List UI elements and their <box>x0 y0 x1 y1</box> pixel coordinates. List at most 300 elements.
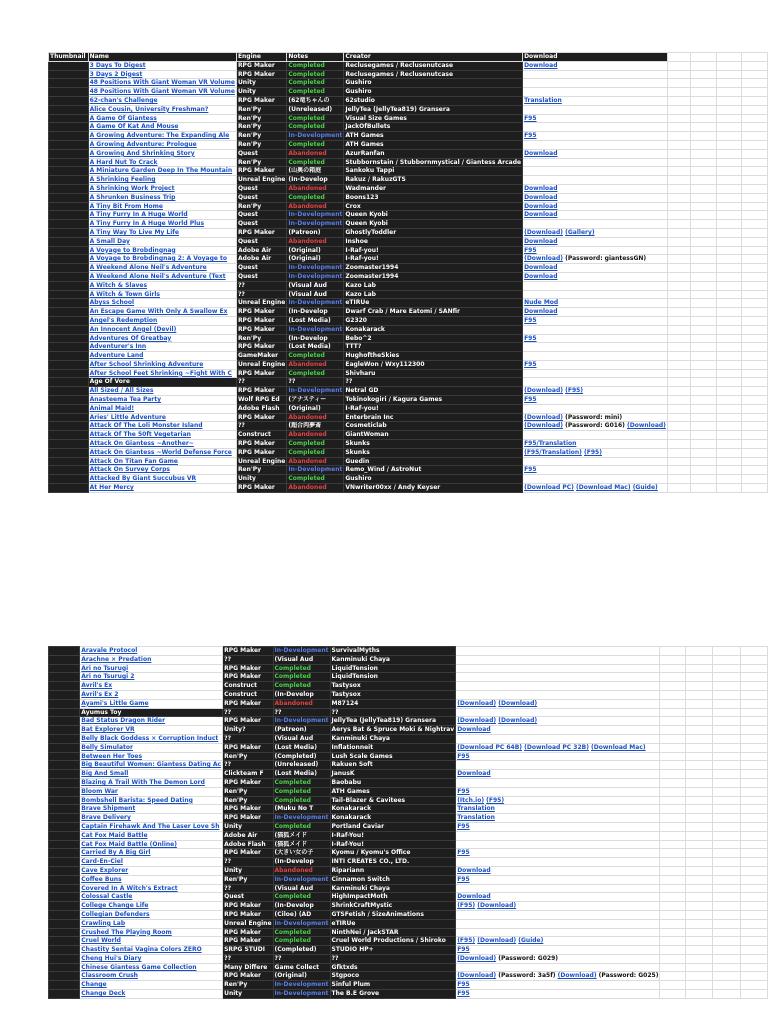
download-cell[interactable] <box>456 954 660 963</box>
download-link[interactable]: F95 <box>457 981 470 989</box>
game-name-link[interactable]: A Growing Adventure: The Expanding Ale <box>88 132 236 141</box>
engine-cell: RPG Maker <box>223 743 273 752</box>
thumbnail-cell <box>49 893 80 902</box>
empty-cell <box>713 946 740 955</box>
game-name-link[interactable]: Ari no Tsurugi <box>80 664 223 673</box>
engine-cell: Unity <box>223 866 273 875</box>
table-row <box>49 840 768 849</box>
download-cell[interactable] <box>523 387 668 396</box>
download-link[interactable]: (F95/Translation) <box>524 448 582 456</box>
download-link[interactable]: Nude Mod <box>524 299 559 307</box>
game-name-link[interactable]: Adventures Of Greatbay <box>88 334 236 343</box>
game-name-link[interactable]: Bad Status Dragon Rider <box>80 717 223 726</box>
empty-cell <box>742 299 768 308</box>
empty-cell <box>660 954 685 963</box>
download-cell[interactable] <box>523 114 668 123</box>
status-note: (Original) <box>287 404 344 413</box>
download-link[interactable]: F95 <box>457 875 470 883</box>
download-link[interactable]: F95 <box>457 752 470 760</box>
download-link[interactable]: F95 <box>524 246 537 254</box>
empty-cell <box>691 61 717 70</box>
game-name-link[interactable]: College Change Life <box>80 902 223 911</box>
download-link[interactable]: (Download) <box>626 422 666 430</box>
download-link[interactable]: Download <box>524 202 558 210</box>
download-cell[interactable] <box>456 981 660 990</box>
game-name-link[interactable]: Cat Fox Maid Battle <box>80 831 223 840</box>
table-row <box>49 422 768 431</box>
download-link[interactable]: (Itch.io) <box>457 796 485 804</box>
game-name-link[interactable]: Bloom War <box>80 787 223 796</box>
creator-cell: Tastysox <box>330 690 456 699</box>
creator-cell: Tokinokogiri / Kagura Games <box>344 396 523 405</box>
game-name-link[interactable]: Attack On Survey Corps <box>88 466 236 475</box>
table-row <box>49 413 768 422</box>
download-link[interactable]: F95 <box>524 316 537 324</box>
game-name-link[interactable]: Card-En-Ciel <box>80 858 223 867</box>
game-name-link[interactable]: Covered In A Witch's Extract <box>80 884 223 893</box>
empty-cell <box>742 228 768 237</box>
download-link[interactable]: (Download) <box>457 954 497 962</box>
game-name-link[interactable]: Bat Explorer VR <box>80 726 223 735</box>
game-name-link[interactable]: At Her Mercy <box>88 484 236 493</box>
download-cell[interactable] <box>456 990 660 999</box>
game-name-link[interactable]: Chinese Giantess Game Collection <box>80 963 223 972</box>
download-cell[interactable] <box>523 316 668 325</box>
download-link[interactable]: (Gallery) <box>565 228 595 236</box>
download-link[interactable]: (Download) <box>524 387 564 395</box>
download-link[interactable]: (Download PC) <box>524 484 574 492</box>
download-cell <box>456 664 660 673</box>
download-link[interactable]: (Guide) <box>632 484 658 492</box>
download-link[interactable]: (Download) <box>477 937 517 945</box>
download-link[interactable]: F95 <box>524 466 537 474</box>
game-name-link[interactable]: A Hard Nut To Crack <box>88 158 236 167</box>
download-link[interactable]: (Download) <box>477 902 517 910</box>
creator-cell: G2320 <box>344 316 523 325</box>
game-name-link[interactable]: Collegian Defenders <box>80 910 223 919</box>
game-name-link[interactable]: A Growing And Shrinking Story <box>88 149 236 158</box>
download-link[interactable]: F95 <box>524 334 537 342</box>
game-name-link[interactable]: A Tiny Bit From Home <box>88 202 236 211</box>
game-name-link[interactable]: Chastity Sentai Vagina Colors ZERO <box>80 946 223 955</box>
status-note: Completed <box>287 475 344 484</box>
download-link[interactable]: (Download Mac) <box>591 743 646 751</box>
download-cell[interactable] <box>523 334 668 343</box>
game-name-link[interactable]: Blazing A Trail With The Demon Lord <box>80 778 223 787</box>
download-link[interactable]: F95 <box>457 849 470 857</box>
download-link[interactable]: (F95) <box>457 937 476 945</box>
empty-cell <box>716 484 742 493</box>
thumbnail-cell <box>49 88 89 97</box>
download-cell[interactable] <box>523 211 668 220</box>
game-name-link[interactable]: Cruel World <box>80 937 223 946</box>
game-name-link[interactable]: An Innocent Angel (Devil) <box>88 325 236 334</box>
empty-cell <box>713 981 740 990</box>
empty-cell <box>691 360 717 369</box>
thumbnail-cell <box>49 167 89 176</box>
download-cell[interactable] <box>456 822 660 831</box>
download-link[interactable]: (Download) <box>457 972 497 980</box>
empty-cell <box>742 378 768 387</box>
game-name-link[interactable]: Cheng Hui's Diary <box>80 954 223 963</box>
creator-cell: Kanminuki Chaya <box>330 655 456 664</box>
empty-cell <box>691 140 717 149</box>
game-name-link[interactable]: Alice Cousin, University Freshman? <box>88 105 236 114</box>
empty-cell <box>685 814 712 823</box>
game-name-link[interactable]: A Growing Adventure: Prologue <box>88 140 236 149</box>
game-name-link[interactable]: Animal Maid! <box>88 404 236 413</box>
empty-cell <box>716 466 742 475</box>
table-row <box>49 655 768 664</box>
empty-cell <box>742 202 768 211</box>
empty-cell <box>685 743 712 752</box>
empty-cell <box>660 831 685 840</box>
download-link[interactable]: F95 <box>524 114 537 122</box>
download-cell[interactable] <box>523 61 668 70</box>
download-cell[interactable] <box>523 184 668 193</box>
download-link[interactable]: (Download) <box>557 972 597 980</box>
download-cell[interactable] <box>456 849 660 858</box>
download-link[interactable]: Download <box>524 193 558 201</box>
engine-cell: Ren'Py <box>236 132 286 141</box>
status-note: Completed <box>287 61 344 70</box>
game-name-link[interactable]: A Tiny Way To Live My Life <box>88 228 236 237</box>
game-name-link[interactable]: Angel's Redemption <box>88 316 236 325</box>
download-link[interactable]: (Download) <box>457 717 497 725</box>
game-name-link[interactable]: Adventure Land <box>88 352 236 361</box>
game-name-link[interactable]: 48 Positions With Giant Woman VR Volume <box>89 79 235 87</box>
download-cell[interactable] <box>523 272 668 281</box>
download-link[interactable]: Download <box>524 211 558 219</box>
download-link[interactable]: (Download) <box>524 228 564 236</box>
game-name-link[interactable]: Carried By A Big Girl <box>80 849 223 858</box>
creator-cell: Gushiro <box>344 475 523 484</box>
engine-cell: ?? <box>236 378 286 387</box>
game-name-link[interactable]: A Shrinking Feeling <box>88 176 236 185</box>
download-link[interactable]: (Download) <box>524 413 564 421</box>
download-cell[interactable] <box>523 193 668 202</box>
empty-cell <box>740 972 767 981</box>
thumbnail-cell <box>49 220 89 229</box>
download-link[interactable]: F95 <box>524 396 537 404</box>
download-link[interactable]: Download <box>524 149 558 157</box>
creator-cell: ATH Games <box>330 787 456 796</box>
download-link[interactable]: (Download PC 32B) <box>524 743 589 751</box>
thumbnail-cell <box>49 946 80 955</box>
game-name-link[interactable]: Cat Fox Maid Battle (Online) <box>80 840 223 849</box>
empty-cell <box>660 866 685 875</box>
download-link[interactable]: F95 <box>457 990 470 998</box>
game-name-link[interactable]: A Voyage to Brobdingnag 2: A Voyage to <box>88 255 236 264</box>
thumbnail-cell <box>49 228 89 237</box>
download-link[interactable]: Translation <box>457 814 495 822</box>
empty-cell <box>742 325 768 334</box>
empty-cell <box>685 981 712 990</box>
download-cell[interactable] <box>523 132 668 141</box>
download-link[interactable]: (F95) <box>584 448 602 456</box>
empty-cell <box>685 778 712 787</box>
download-link[interactable]: Download <box>524 264 558 272</box>
download-cell[interactable] <box>523 149 668 158</box>
game-name-link[interactable]: A Tiny Furry In A Huge World <box>88 211 236 220</box>
empty-cell <box>667 413 690 422</box>
empty-cell <box>691 448 717 457</box>
game-name-link[interactable]: A Small Day <box>88 237 236 246</box>
game-name-link[interactable]: Attack Of The 50ft Vegetarian <box>88 431 236 440</box>
download-link[interactable]: F95 <box>524 360 537 368</box>
thumbnail-cell <box>49 770 80 779</box>
download-cell[interactable] <box>523 396 668 405</box>
download-cell[interactable] <box>456 743 660 752</box>
game-name-link[interactable]: After School Feet Shrinking ~Fight With C <box>88 369 236 378</box>
creator-cell: EagleWon / Wxy112300 <box>344 360 523 369</box>
download-link[interactable]: Download <box>457 893 491 901</box>
download-cell[interactable] <box>523 255 668 264</box>
game-name-link[interactable]: A Miniature Garden Deep In The Mountain <box>88 167 236 176</box>
download-cell[interactable] <box>523 237 668 246</box>
game-name-link[interactable]: A Tiny Furry In A Huge World Plus <box>88 220 236 229</box>
download-link[interactable]: Download <box>524 308 558 316</box>
empty-cell <box>660 708 685 717</box>
empty-cell <box>742 360 768 369</box>
download-link[interactable]: (Download) <box>498 699 538 707</box>
table-row <box>49 822 768 831</box>
status-note: Completed <box>273 937 330 946</box>
game-name-link[interactable]: Brave Delivery <box>80 814 223 823</box>
download-cell[interactable] <box>523 202 668 211</box>
download-cell[interactable] <box>456 805 660 814</box>
download-link[interactable]: (Download PC 64B) <box>457 743 523 751</box>
game-name-link[interactable]: Attack On Titan Fan Game <box>88 457 236 466</box>
download-link[interactable]: Download <box>457 866 491 874</box>
creator-cell: Skunks <box>344 448 523 457</box>
game-name-link[interactable]: Change Deck <box>80 990 223 999</box>
empty-cell <box>667 123 690 132</box>
game-name-link[interactable]: Between Her Toes <box>80 752 223 761</box>
download-cell[interactable] <box>456 866 660 875</box>
game-name-link[interactable]: Attack Of The Loli Monster Island <box>88 422 236 431</box>
download-cell[interactable] <box>523 484 668 493</box>
creator-cell: Gfktxds <box>330 963 456 972</box>
empty-cell <box>742 413 768 422</box>
download-cell[interactable] <box>456 814 660 823</box>
download-cell[interactable] <box>523 466 668 475</box>
download-cell[interactable] <box>523 413 668 422</box>
download-cell[interactable] <box>456 787 660 796</box>
password-text: (Password: G025) <box>598 972 659 980</box>
status-note: In-Development <box>288 466 343 474</box>
game-name-link[interactable]: A Weekend Alone Neil's Adventure <box>88 264 236 273</box>
game-name-link[interactable]: Attack On Giantess ~World Defense Force <box>88 448 236 457</box>
game-name-link[interactable]: Big Beautiful Women: Giantess Dating Ac <box>81 761 222 769</box>
game-name-link[interactable]: Colossal Castle <box>80 893 223 902</box>
game-name-link[interactable]: Bombshell Barista: Speed Dating <box>80 796 223 805</box>
table-row <box>49 946 768 955</box>
download-cell[interactable] <box>456 902 660 911</box>
download-link[interactable]: (Download) <box>498 717 538 725</box>
download-link[interactable]: (F95) <box>565 387 584 395</box>
game-name-link[interactable]: Abyss School <box>88 299 236 308</box>
status-note: (猫狐メイド <box>273 840 330 849</box>
download-link[interactable]: (Download) <box>524 255 564 263</box>
table-row <box>49 237 768 246</box>
game-name-link[interactable]: Avril's Ex <box>80 682 223 691</box>
download-cell[interactable] <box>523 448 668 457</box>
download-cell[interactable] <box>523 308 668 317</box>
game-name-link[interactable]: 62-chan's Challenge <box>88 96 236 105</box>
table-row <box>49 440 768 449</box>
download-cell[interactable] <box>456 752 660 761</box>
download-link[interactable]: (Download) <box>457 699 497 707</box>
game-name-link[interactable]: Ari no Tsurugi 2 <box>80 673 223 682</box>
game-name-link[interactable]: Adventurer's Inn <box>88 343 236 352</box>
game-name-link[interactable]: All Sized / All Sizes <box>88 387 236 396</box>
password-text: (Password: 3a5f) <box>498 972 556 980</box>
download-link[interactable]: (F95) <box>486 796 505 804</box>
download-cell <box>456 840 660 849</box>
thumbnail-cell <box>49 61 89 70</box>
game-name-link[interactable]: A Voyage to Brobdingnag <box>88 246 236 255</box>
empty-cell <box>660 910 685 919</box>
game-name-link[interactable]: After School Shrinking Adventure <box>88 360 236 369</box>
download-link[interactable]: F95 <box>457 822 470 830</box>
game-name-link[interactable]: Change <box>80 981 223 990</box>
download-cell[interactable] <box>523 299 668 308</box>
game-name-link[interactable]: A Witch & Slaves <box>88 281 236 290</box>
download-link[interactable]: F95/Translation <box>524 440 577 448</box>
download-cell[interactable] <box>456 946 660 955</box>
download-cell[interactable] <box>456 937 660 946</box>
thumbnail-cell <box>49 140 89 149</box>
game-name-link[interactable]: 3 Days To Digest <box>88 61 236 70</box>
download-link[interactable]: F95 <box>457 946 470 954</box>
download-link[interactable]: Download <box>457 726 491 734</box>
table-row <box>49 272 768 281</box>
creator-cell: I-Raf-you! <box>344 246 523 255</box>
download-cell[interactable] <box>456 875 660 884</box>
engine-cell: Unreal Engine <box>237 360 286 368</box>
engine-cell: Construct <box>223 690 273 699</box>
download-cell[interactable] <box>456 796 660 805</box>
game-name-link[interactable]: Attack On Giantess ~Another~ <box>88 440 236 449</box>
creator-cell: Kanminuki Chaya <box>330 884 456 893</box>
thumbnail-cell <box>49 682 80 691</box>
game-name-link[interactable]: A Shrunken Business Trip <box>88 193 236 202</box>
download-cell[interactable] <box>523 246 668 255</box>
download-cell[interactable] <box>456 770 660 779</box>
game-name-link[interactable]: Belly Simulator <box>80 743 223 752</box>
table-row <box>49 334 768 343</box>
status-note: (In-Develop <box>273 690 330 699</box>
empty-cell <box>691 123 717 132</box>
download-link[interactable]: Download <box>524 61 558 69</box>
download-link[interactable]: F95 <box>524 132 537 140</box>
game-name-link[interactable]: Brave Shipment <box>80 805 223 814</box>
status-note: (Completed) <box>273 946 330 955</box>
download-cell[interactable] <box>523 440 668 449</box>
game-name-link[interactable]: Cave Explorer <box>80 866 223 875</box>
game-name-link[interactable]: Avril's Ex 2 <box>80 690 223 699</box>
download-link[interactable]: Translation <box>457 805 495 813</box>
creator-cell: Dwarf Crab / Mare Eatomi / SANfir <box>344 308 523 317</box>
empty-cell <box>716 343 742 352</box>
download-link[interactable]: (Download Mac) <box>576 484 631 492</box>
status-note: In-Development <box>288 387 343 395</box>
download-cell[interactable] <box>456 893 660 902</box>
game-name-link[interactable]: Belly Black Goddess × Corruption Induct <box>80 734 223 743</box>
game-name-link[interactable]: Crushed The Playing Room <box>80 928 223 937</box>
empty-cell <box>742 272 768 281</box>
download-cell[interactable] <box>523 96 668 105</box>
download-link[interactable]: F95 <box>457 787 470 795</box>
download-link[interactable]: Download <box>524 272 558 280</box>
game-name-link[interactable]: An Escape Game With Only A Swallow Ex <box>88 308 236 317</box>
empty-cell <box>716 132 742 141</box>
table-row <box>49 849 768 858</box>
table-row <box>49 778 768 787</box>
game-name-link[interactable]: Big And Small <box>80 770 223 779</box>
game-name-link[interactable]: 48 Positions With Giant Woman VR Volume <box>89 88 235 96</box>
download-cell <box>456 647 660 656</box>
download-link[interactable]: (Download) <box>524 422 564 430</box>
download-cell[interactable] <box>523 264 668 273</box>
download-cell[interactable] <box>456 699 660 708</box>
download-link[interactable]: Download <box>457 770 491 778</box>
download-cell[interactable] <box>456 726 660 735</box>
game-name-link[interactable]: Attacked By Giant Succubus VR <box>88 475 236 484</box>
thumbnail-cell <box>49 708 80 717</box>
empty-cell <box>716 422 742 431</box>
game-name-link[interactable]: Coffee Buns <box>80 875 223 884</box>
game-name-link[interactable]: 3 Days 2 Digest <box>88 70 236 79</box>
thumbnail-cell <box>49 761 80 770</box>
status-note: (Original) <box>287 246 344 255</box>
game-name-link[interactable]: A Game Of Giantess <box>88 114 236 123</box>
game-name-link[interactable]: Classroom Crush <box>80 972 223 981</box>
game-name-link[interactable]: A Weekend Alone Neil's Adventure (Text <box>88 272 236 281</box>
download-cell <box>523 281 668 290</box>
game-name-link[interactable]: Anasteema Tea Party <box>88 396 236 405</box>
download-cell[interactable] <box>456 972 660 981</box>
game-name-link[interactable]: Ayami's Little Game <box>80 699 223 708</box>
game-name-link[interactable]: Aries' Little Adventure <box>88 413 236 422</box>
thumbnail-cell <box>49 858 80 867</box>
status-note: (In-Develop <box>273 858 330 867</box>
download-cell[interactable] <box>523 360 668 369</box>
empty-cell <box>667 352 690 361</box>
game-name-link[interactable]: Arachne × Predation <box>80 655 223 664</box>
game-name-link[interactable]: Captain Firehawk And The Laser Love Sh <box>80 822 223 831</box>
thumbnail-cell <box>49 972 80 981</box>
download-link[interactable]: Translation <box>524 96 562 104</box>
thumbnail-cell <box>49 673 80 682</box>
download-cell[interactable] <box>456 717 660 726</box>
download-link[interactable]: Download <box>524 237 558 245</box>
download-cell[interactable] <box>523 422 668 431</box>
engine-cell: RPG Maker <box>223 717 273 726</box>
empty-cell <box>691 325 717 334</box>
game-name-link[interactable]: A Witch & Town Girls <box>88 290 236 299</box>
download-cell[interactable] <box>523 228 668 237</box>
game-name-link[interactable]: A Shrinking Work Project <box>88 184 236 193</box>
engine-cell: Ren'Py <box>236 114 286 123</box>
game-name-link[interactable]: Crawling Lab <box>80 919 223 928</box>
download-link[interactable]: (F95) <box>457 902 476 910</box>
download-link[interactable]: Download <box>524 184 558 192</box>
game-name-link[interactable]: A Game Of Kat And Mouse <box>88 123 236 132</box>
download-link[interactable]: (Guide) <box>518 937 544 945</box>
game-name-link[interactable]: Aravale Protocol <box>80 647 223 656</box>
